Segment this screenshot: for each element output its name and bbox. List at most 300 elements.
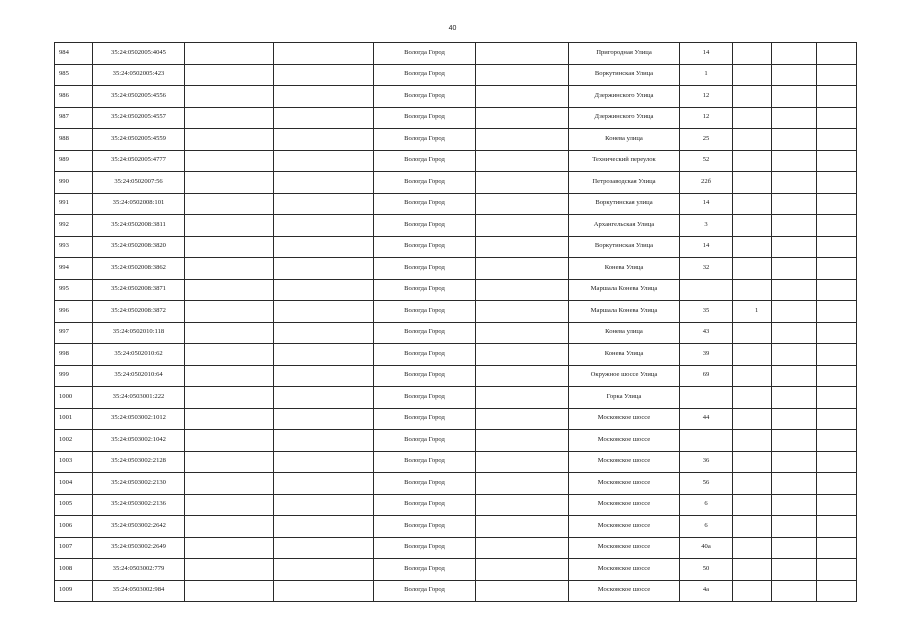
cell-building-number: [733, 537, 772, 559]
cell-col-3: [185, 494, 274, 516]
cell-col-4: [274, 129, 374, 151]
cell-settlement: Вологда Город: [374, 387, 476, 409]
cell-house-number: 43: [680, 322, 733, 344]
cell-col-3: [185, 365, 274, 387]
cell-col-6: [476, 64, 569, 86]
cell-col-11: [817, 430, 857, 452]
table-row: [55, 172, 857, 194]
cell-row-number: 1006: [55, 516, 93, 538]
cell-house-number: 14: [680, 193, 733, 215]
cell-col-10: [772, 365, 817, 387]
cell-street: Дзержинского Улица: [569, 107, 680, 129]
page-number: 40: [448, 25, 457, 32]
cell-street: Маршала Конева Улица: [569, 301, 680, 323]
cell-row-number: 994: [55, 258, 93, 280]
cell-cadastral-number: 35:24:0502005:423: [93, 64, 185, 86]
cell-cadastral-number: 35:24:0502008:3862: [93, 258, 185, 280]
cell-row-number: 995: [55, 279, 93, 301]
cell-building-number: [733, 473, 772, 495]
cell-col-4: [274, 344, 374, 366]
cell-building-number: [733, 559, 772, 581]
cell-col-6: [476, 473, 569, 495]
cell-col-10: [772, 172, 817, 194]
cell-settlement: Вологда Город: [374, 107, 476, 129]
cell-street: Московское шоссе: [569, 494, 680, 516]
cell-cadastral-number: 35:24:0503002:1012: [93, 408, 185, 430]
cell-house-number: 3: [680, 215, 733, 237]
cell-col-6: [476, 365, 569, 387]
cell-row-number: 997: [55, 322, 93, 344]
cell-settlement: Вологда Город: [374, 258, 476, 280]
cell-col-4: [274, 301, 374, 323]
cell-col-6: [476, 387, 569, 409]
cell-col-4: [274, 473, 374, 495]
cell-row-number: 1005: [55, 494, 93, 516]
cell-cadastral-number: 35:24:0503002:779: [93, 559, 185, 581]
cell-street: Маршала Конева Улица: [569, 279, 680, 301]
cell-col-11: [817, 408, 857, 430]
cell-col-3: [185, 129, 274, 151]
cell-row-number: 1008: [55, 559, 93, 581]
cell-row-number: 1001: [55, 408, 93, 430]
cell-settlement: Вологда Город: [374, 129, 476, 151]
cell-cadastral-number: 35:24:0503002:2130: [93, 473, 185, 495]
cell-col-10: [772, 537, 817, 559]
cell-house-number: [680, 387, 733, 409]
cell-cadastral-number: 35:24:0502005:4556: [93, 86, 185, 108]
property-register-table: [54, 42, 857, 602]
table-row: [55, 107, 857, 129]
cell-house-number: 14: [680, 236, 733, 258]
cell-col-3: [185, 473, 274, 495]
table-row: [55, 150, 857, 172]
cell-row-number: 1007: [55, 537, 93, 559]
cell-cadastral-number: 35:24:0502010:118: [93, 322, 185, 344]
cell-cadastral-number: 35:24:0503002:2649: [93, 537, 185, 559]
cell-settlement: Вологда Город: [374, 365, 476, 387]
cell-col-4: [274, 430, 374, 452]
cell-col-11: [817, 86, 857, 108]
cell-col-4: [274, 516, 374, 538]
cell-cadastral-number: 35:24:0503002:984: [93, 580, 185, 602]
cell-settlement: Вологда Город: [374, 580, 476, 602]
cell-cadastral-number: 35:24:0502010:62: [93, 344, 185, 366]
cell-col-10: [772, 430, 817, 452]
cell-house-number: 25: [680, 129, 733, 151]
cell-settlement: Вологда Город: [374, 43, 476, 65]
cell-col-3: [185, 107, 274, 129]
cell-col-10: [772, 408, 817, 430]
cell-col-3: [185, 215, 274, 237]
cell-col-11: [817, 43, 857, 65]
cell-street: Окружное шоссе Улица: [569, 365, 680, 387]
cell-settlement: Вологда Город: [374, 537, 476, 559]
cell-house-number: [680, 430, 733, 452]
cell-cadastral-number: 35:24:0502008:101: [93, 193, 185, 215]
cell-col-11: [817, 344, 857, 366]
cell-building-number: [733, 322, 772, 344]
cell-col-6: [476, 193, 569, 215]
table-row: [55, 236, 857, 258]
cell-col-10: [772, 580, 817, 602]
cell-col-3: [185, 537, 274, 559]
cell-building-number: [733, 150, 772, 172]
cell-house-number: 1: [680, 64, 733, 86]
cell-house-number: 14: [680, 43, 733, 65]
table-row: [55, 451, 857, 473]
cell-col-11: [817, 129, 857, 151]
table-row: [55, 516, 857, 538]
cell-col-4: [274, 322, 374, 344]
cell-col-10: [772, 387, 817, 409]
cell-col-4: [274, 193, 374, 215]
cell-col-11: [817, 387, 857, 409]
cell-col-4: [274, 236, 374, 258]
cell-street: Воркутинская Улица: [569, 64, 680, 86]
cell-settlement: Вологда Город: [374, 193, 476, 215]
cell-row-number: 1003: [55, 451, 93, 473]
cell-row-number: 991: [55, 193, 93, 215]
cell-street: Пригородная Улица: [569, 43, 680, 65]
cell-street: Конева улица: [569, 129, 680, 151]
cell-house-number: 56: [680, 473, 733, 495]
cell-building-number: [733, 215, 772, 237]
cell-col-3: [185, 301, 274, 323]
cell-settlement: Вологда Город: [374, 322, 476, 344]
cell-row-number: 985: [55, 64, 93, 86]
cell-building-number: [733, 494, 772, 516]
cell-col-11: [817, 451, 857, 473]
cell-building-number: [733, 365, 772, 387]
table-row: [55, 258, 857, 280]
cell-settlement: Вологда Город: [374, 64, 476, 86]
cell-col-6: [476, 344, 569, 366]
cell-col-6: [476, 451, 569, 473]
cell-house-number: 50: [680, 559, 733, 581]
cell-col-10: [772, 301, 817, 323]
cell-col-11: [817, 473, 857, 495]
cell-col-3: [185, 193, 274, 215]
cell-col-10: [772, 43, 817, 65]
cell-col-6: [476, 236, 569, 258]
cell-col-10: [772, 322, 817, 344]
table-row: [55, 408, 857, 430]
cell-cadastral-number: 35:24:0502005:4557: [93, 107, 185, 129]
cell-col-10: [772, 473, 817, 495]
cell-col-11: [817, 258, 857, 280]
cell-col-6: [476, 129, 569, 151]
cell-settlement: Вологда Город: [374, 344, 476, 366]
cell-street: Воркутинская улица: [569, 193, 680, 215]
cell-row-number: 1002: [55, 430, 93, 452]
cell-col-11: [817, 580, 857, 602]
cell-col-3: [185, 172, 274, 194]
cell-row-number: 987: [55, 107, 93, 129]
cell-house-number: 69: [680, 365, 733, 387]
cell-settlement: Вологда Город: [374, 516, 476, 538]
cell-building-number: [733, 516, 772, 538]
cell-col-3: [185, 322, 274, 344]
cell-street: Конева Улица: [569, 258, 680, 280]
cell-col-4: [274, 172, 374, 194]
cell-settlement: Вологда Город: [374, 451, 476, 473]
cell-col-11: [817, 301, 857, 323]
cell-col-10: [772, 344, 817, 366]
cell-col-11: [817, 494, 857, 516]
cell-col-4: [274, 258, 374, 280]
cell-col-3: [185, 279, 274, 301]
cell-col-4: [274, 64, 374, 86]
cell-street: Московское шоссе: [569, 559, 680, 581]
cell-col-10: [772, 258, 817, 280]
cell-building-number: [733, 344, 772, 366]
cell-row-number: 989: [55, 150, 93, 172]
cell-street: Московское шоссе: [569, 580, 680, 602]
cell-col-4: [274, 387, 374, 409]
cell-street: Петрозаводская Улица: [569, 172, 680, 194]
cell-house-number: 6: [680, 494, 733, 516]
cell-settlement: Вологда Город: [374, 559, 476, 581]
cell-row-number: 1009: [55, 580, 93, 602]
cell-col-6: [476, 430, 569, 452]
cell-house-number: 22б: [680, 172, 733, 194]
cell-cadastral-number: 35:24:0502008:3820: [93, 236, 185, 258]
cell-col-3: [185, 43, 274, 65]
cell-house-number: 44: [680, 408, 733, 430]
cell-col-3: [185, 516, 274, 538]
cell-col-11: [817, 516, 857, 538]
cell-cadastral-number: 35:24:0502008:3811: [93, 215, 185, 237]
cell-col-4: [274, 408, 374, 430]
cell-col-4: [274, 150, 374, 172]
cell-row-number: 988: [55, 129, 93, 151]
cell-col-10: [772, 279, 817, 301]
cell-row-number: 990: [55, 172, 93, 194]
cell-col-10: [772, 193, 817, 215]
cell-col-10: [772, 86, 817, 108]
cell-settlement: Вологда Город: [374, 215, 476, 237]
cell-col-11: [817, 365, 857, 387]
cell-col-4: [274, 451, 374, 473]
cell-col-3: [185, 64, 274, 86]
cell-house-number: 35: [680, 301, 733, 323]
cell-col-10: [772, 451, 817, 473]
cell-row-number: 1004: [55, 473, 93, 495]
cell-house-number: 39: [680, 344, 733, 366]
cell-col-4: [274, 107, 374, 129]
cell-street: Воркутинская Улица: [569, 236, 680, 258]
table-row: [55, 559, 857, 581]
cell-street: Московское шоссе: [569, 473, 680, 495]
table-row: [55, 129, 857, 151]
cell-col-6: [476, 258, 569, 280]
cell-col-6: [476, 516, 569, 538]
cell-building-number: [733, 451, 772, 473]
cell-house-number: [680, 279, 733, 301]
table-row: [55, 322, 857, 344]
table-row: [55, 365, 857, 387]
cell-col-10: [772, 516, 817, 538]
table-row: [55, 537, 857, 559]
table-row: [55, 279, 857, 301]
table-row: [55, 64, 857, 86]
cell-house-number: 12: [680, 107, 733, 129]
cell-col-6: [476, 86, 569, 108]
cell-col-4: [274, 537, 374, 559]
cell-building-number: [733, 193, 772, 215]
cell-col-3: [185, 86, 274, 108]
cell-col-3: [185, 408, 274, 430]
cell-street: Технический переулок: [569, 150, 680, 172]
cell-building-number: [733, 580, 772, 602]
cell-building-number: [733, 64, 772, 86]
cell-cadastral-number: 35:24:0503002:2642: [93, 516, 185, 538]
cell-building-number: [733, 387, 772, 409]
cell-house-number: 36: [680, 451, 733, 473]
cell-col-3: [185, 430, 274, 452]
cell-col-6: [476, 580, 569, 602]
cell-house-number: 12: [680, 86, 733, 108]
cell-cadastral-number: 35:24:0503002:1042: [93, 430, 185, 452]
cell-house-number: 4а: [680, 580, 733, 602]
table-row: [55, 215, 857, 237]
cell-row-number: 998: [55, 344, 93, 366]
cell-row-number: 986: [55, 86, 93, 108]
cell-cadastral-number: 35:24:0503002:2128: [93, 451, 185, 473]
cell-settlement: Вологда Город: [374, 473, 476, 495]
cell-house-number: 32: [680, 258, 733, 280]
cell-col-11: [817, 559, 857, 581]
cell-col-11: [817, 279, 857, 301]
cell-settlement: Вологда Город: [374, 172, 476, 194]
cell-col-6: [476, 537, 569, 559]
cell-col-4: [274, 365, 374, 387]
cell-col-6: [476, 43, 569, 65]
cell-col-10: [772, 215, 817, 237]
cell-col-3: [185, 559, 274, 581]
cell-street: Конева Улица: [569, 344, 680, 366]
cell-col-4: [274, 559, 374, 581]
cell-cadastral-number: 35:24:0502008:3871: [93, 279, 185, 301]
table-row: [55, 580, 857, 602]
cell-row-number: 1000: [55, 387, 93, 409]
table-row: [55, 473, 857, 495]
cell-col-3: [185, 387, 274, 409]
cell-col-4: [274, 279, 374, 301]
cell-building-number: [733, 172, 772, 194]
cell-cadastral-number: 35:24:0502008:3872: [93, 301, 185, 323]
cell-cadastral-number: 35:24:0502010:64: [93, 365, 185, 387]
cell-settlement: Вологда Город: [374, 408, 476, 430]
cell-col-3: [185, 236, 274, 258]
cell-street: Конева улица: [569, 322, 680, 344]
cell-col-3: [185, 150, 274, 172]
cell-col-4: [274, 580, 374, 602]
cell-col-4: [274, 43, 374, 65]
cell-street: Горка Улица: [569, 387, 680, 409]
cell-cadastral-number: 35:24:0502007:56: [93, 172, 185, 194]
cell-cadastral-number: 35:24:0502005:4777: [93, 150, 185, 172]
cell-building-number: [733, 86, 772, 108]
table-row: [55, 344, 857, 366]
cell-building-number: [733, 279, 772, 301]
cell-building-number: [733, 408, 772, 430]
cell-settlement: Вологда Город: [374, 150, 476, 172]
table-row: [55, 301, 857, 323]
cell-col-6: [476, 107, 569, 129]
cell-building-number: 1: [733, 301, 772, 323]
cell-street: Московское шоссе: [569, 451, 680, 473]
cell-building-number: [733, 236, 772, 258]
cell-col-4: [274, 86, 374, 108]
cell-street: Московское шоссе: [569, 516, 680, 538]
cell-settlement: Вологда Город: [374, 430, 476, 452]
cell-street: Московское шоссе: [569, 430, 680, 452]
cell-cadastral-number: 35:24:0502005:4045: [93, 43, 185, 65]
cell-row-number: 993: [55, 236, 93, 258]
cell-settlement: Вологда Город: [374, 279, 476, 301]
cell-col-10: [772, 494, 817, 516]
cell-col-10: [772, 559, 817, 581]
cell-house-number: 40а: [680, 537, 733, 559]
cell-building-number: [733, 107, 772, 129]
cell-street: Архангельская Улица: [569, 215, 680, 237]
cell-settlement: Вологда Город: [374, 301, 476, 323]
cell-col-11: [817, 537, 857, 559]
cell-col-6: [476, 559, 569, 581]
cell-cadastral-number: 35:24:0502005:4559: [93, 129, 185, 151]
cell-col-11: [817, 150, 857, 172]
table-row: [55, 387, 857, 409]
cell-col-6: [476, 172, 569, 194]
cell-col-3: [185, 258, 274, 280]
cell-street: Дзержинского Улица: [569, 86, 680, 108]
table-row: [55, 43, 857, 65]
cell-street: Московское шоссе: [569, 537, 680, 559]
cell-col-11: [817, 322, 857, 344]
cell-col-3: [185, 344, 274, 366]
cell-col-6: [476, 322, 569, 344]
cell-col-4: [274, 215, 374, 237]
cell-col-6: [476, 279, 569, 301]
cell-col-4: [274, 494, 374, 516]
table-body: [55, 43, 857, 602]
cell-col-6: [476, 301, 569, 323]
cell-col-6: [476, 150, 569, 172]
cell-house-number: 6: [680, 516, 733, 538]
cell-building-number: [733, 129, 772, 151]
cell-cadastral-number: 35:24:0503002:2136: [93, 494, 185, 516]
cell-row-number: 992: [55, 215, 93, 237]
cell-row-number: 996: [55, 301, 93, 323]
cell-building-number: [733, 258, 772, 280]
cell-col-3: [185, 451, 274, 473]
cell-col-11: [817, 236, 857, 258]
table-row: [55, 430, 857, 452]
cell-col-11: [817, 64, 857, 86]
cell-col-6: [476, 215, 569, 237]
cell-col-3: [185, 580, 274, 602]
cell-col-6: [476, 494, 569, 516]
cell-row-number: 999: [55, 365, 93, 387]
cell-settlement: Вологда Город: [374, 86, 476, 108]
cell-col-11: [817, 107, 857, 129]
cell-col-6: [476, 408, 569, 430]
cell-row-number: 984: [55, 43, 93, 65]
cell-settlement: Вологда Город: [374, 494, 476, 516]
cell-street: Московское шоссе: [569, 408, 680, 430]
cell-col-10: [772, 129, 817, 151]
